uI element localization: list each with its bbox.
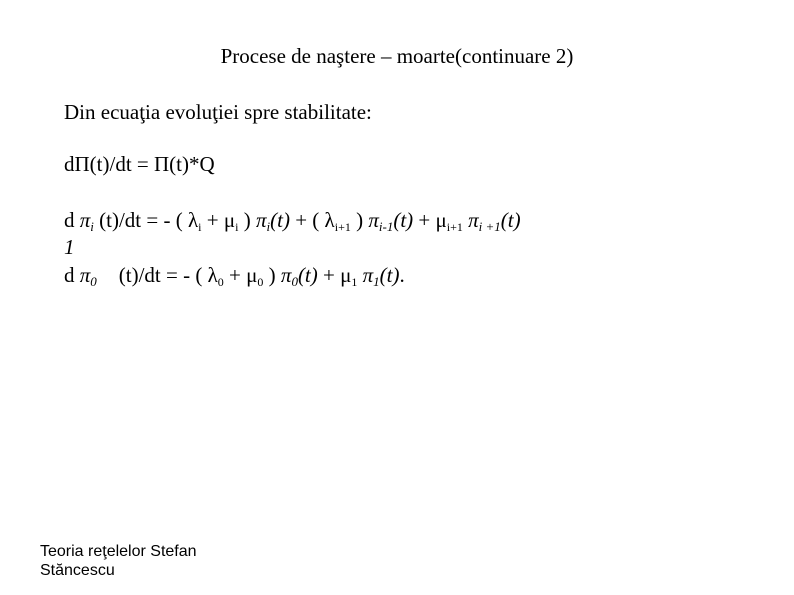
eq0-mu: μ [246,263,258,287]
eq-mu-sub-i: i [235,220,239,234]
eq0-d: d [64,263,75,287]
eq-mu-sub-i-plus-1: i+1 [446,220,463,234]
eq0-plus-2: + [317,263,341,287]
eq0-mu-1: μ [340,263,352,287]
eq-derivative-part: (t)/dt = - ( [93,208,188,232]
matrix-equation: dΠ(t)/dt = Π(t)*Q [64,152,215,176]
equation-pi-0 [64,263,405,290]
eq0-mu-sub-1: 1 [351,275,358,289]
eq0-pi-0-sub: 0 [291,274,298,289]
eq0-t-0: (t) [297,263,318,287]
eq-mu-2: μ [435,208,447,232]
eq0-t-1: (t) [379,263,400,287]
eq0-pi-1: π [362,263,374,287]
eq-lambda-2: λ [324,208,335,232]
eq-t-i-plus-1: (t) [500,208,521,232]
eq0-pi-symbol: π [79,263,91,287]
slide-title: Procese de naştere – moarte(continuare 2) [220,44,574,68]
footer-line-2: Stăncescu [40,562,115,579]
eq-t-i: (t) [270,208,290,232]
eq-pi-i-minus-1: π [368,208,379,232]
eq-close: ) [238,208,256,232]
equation-pi-i [64,208,521,235]
eq0-close: ) [263,263,281,287]
eq-plus-open: + ( [289,208,325,232]
eq-lambda-sub-i: i [198,220,202,234]
eq0-pi-0: π [280,263,292,287]
eq0-mu-sub-0: 0 [257,275,264,289]
eq-pi-symbol: π [79,208,91,232]
eq-pi-sub-i-minus-1: i-1 [378,219,394,234]
eq-lambda: λ [187,208,199,232]
eq-pi-i-sub: i [266,219,271,234]
eq-pi-i-plus-1: π [468,208,479,232]
eq0-period: . [399,263,405,287]
eq0-derivative-part: (t)/dt = - ( [118,263,208,287]
footer [40,542,270,580]
eq-t-i-minus-1: (t) [393,208,414,232]
eq-sub-i: i [90,219,94,234]
eq0-pi-sub-1: 1 [373,274,380,289]
eq-plus-2: + [413,208,436,232]
eq-d: d [64,208,75,232]
eq-mu: μ [223,208,236,232]
eq-plus: + [201,208,224,232]
equation-line-break: 1 [64,235,75,259]
intro-text: Din ecuaţia evoluţiei spre stabilitate: [64,100,372,124]
eq0-lambda: λ [207,263,218,287]
eq-pi-i: π [255,208,267,232]
eq-pi-sub-i-plus-1: i +1 [478,219,501,234]
eq-lambda-sub-i-plus-1: i+1 [334,220,351,234]
eq0-lambda-sub-0: 0 [217,275,224,289]
footer-line-1: Teoria reţelelor Stefan [40,543,197,560]
eq0-sub-0: 0 [90,274,97,289]
eq-close-2: ) [350,208,369,232]
eq0-plus: + [223,263,247,287]
